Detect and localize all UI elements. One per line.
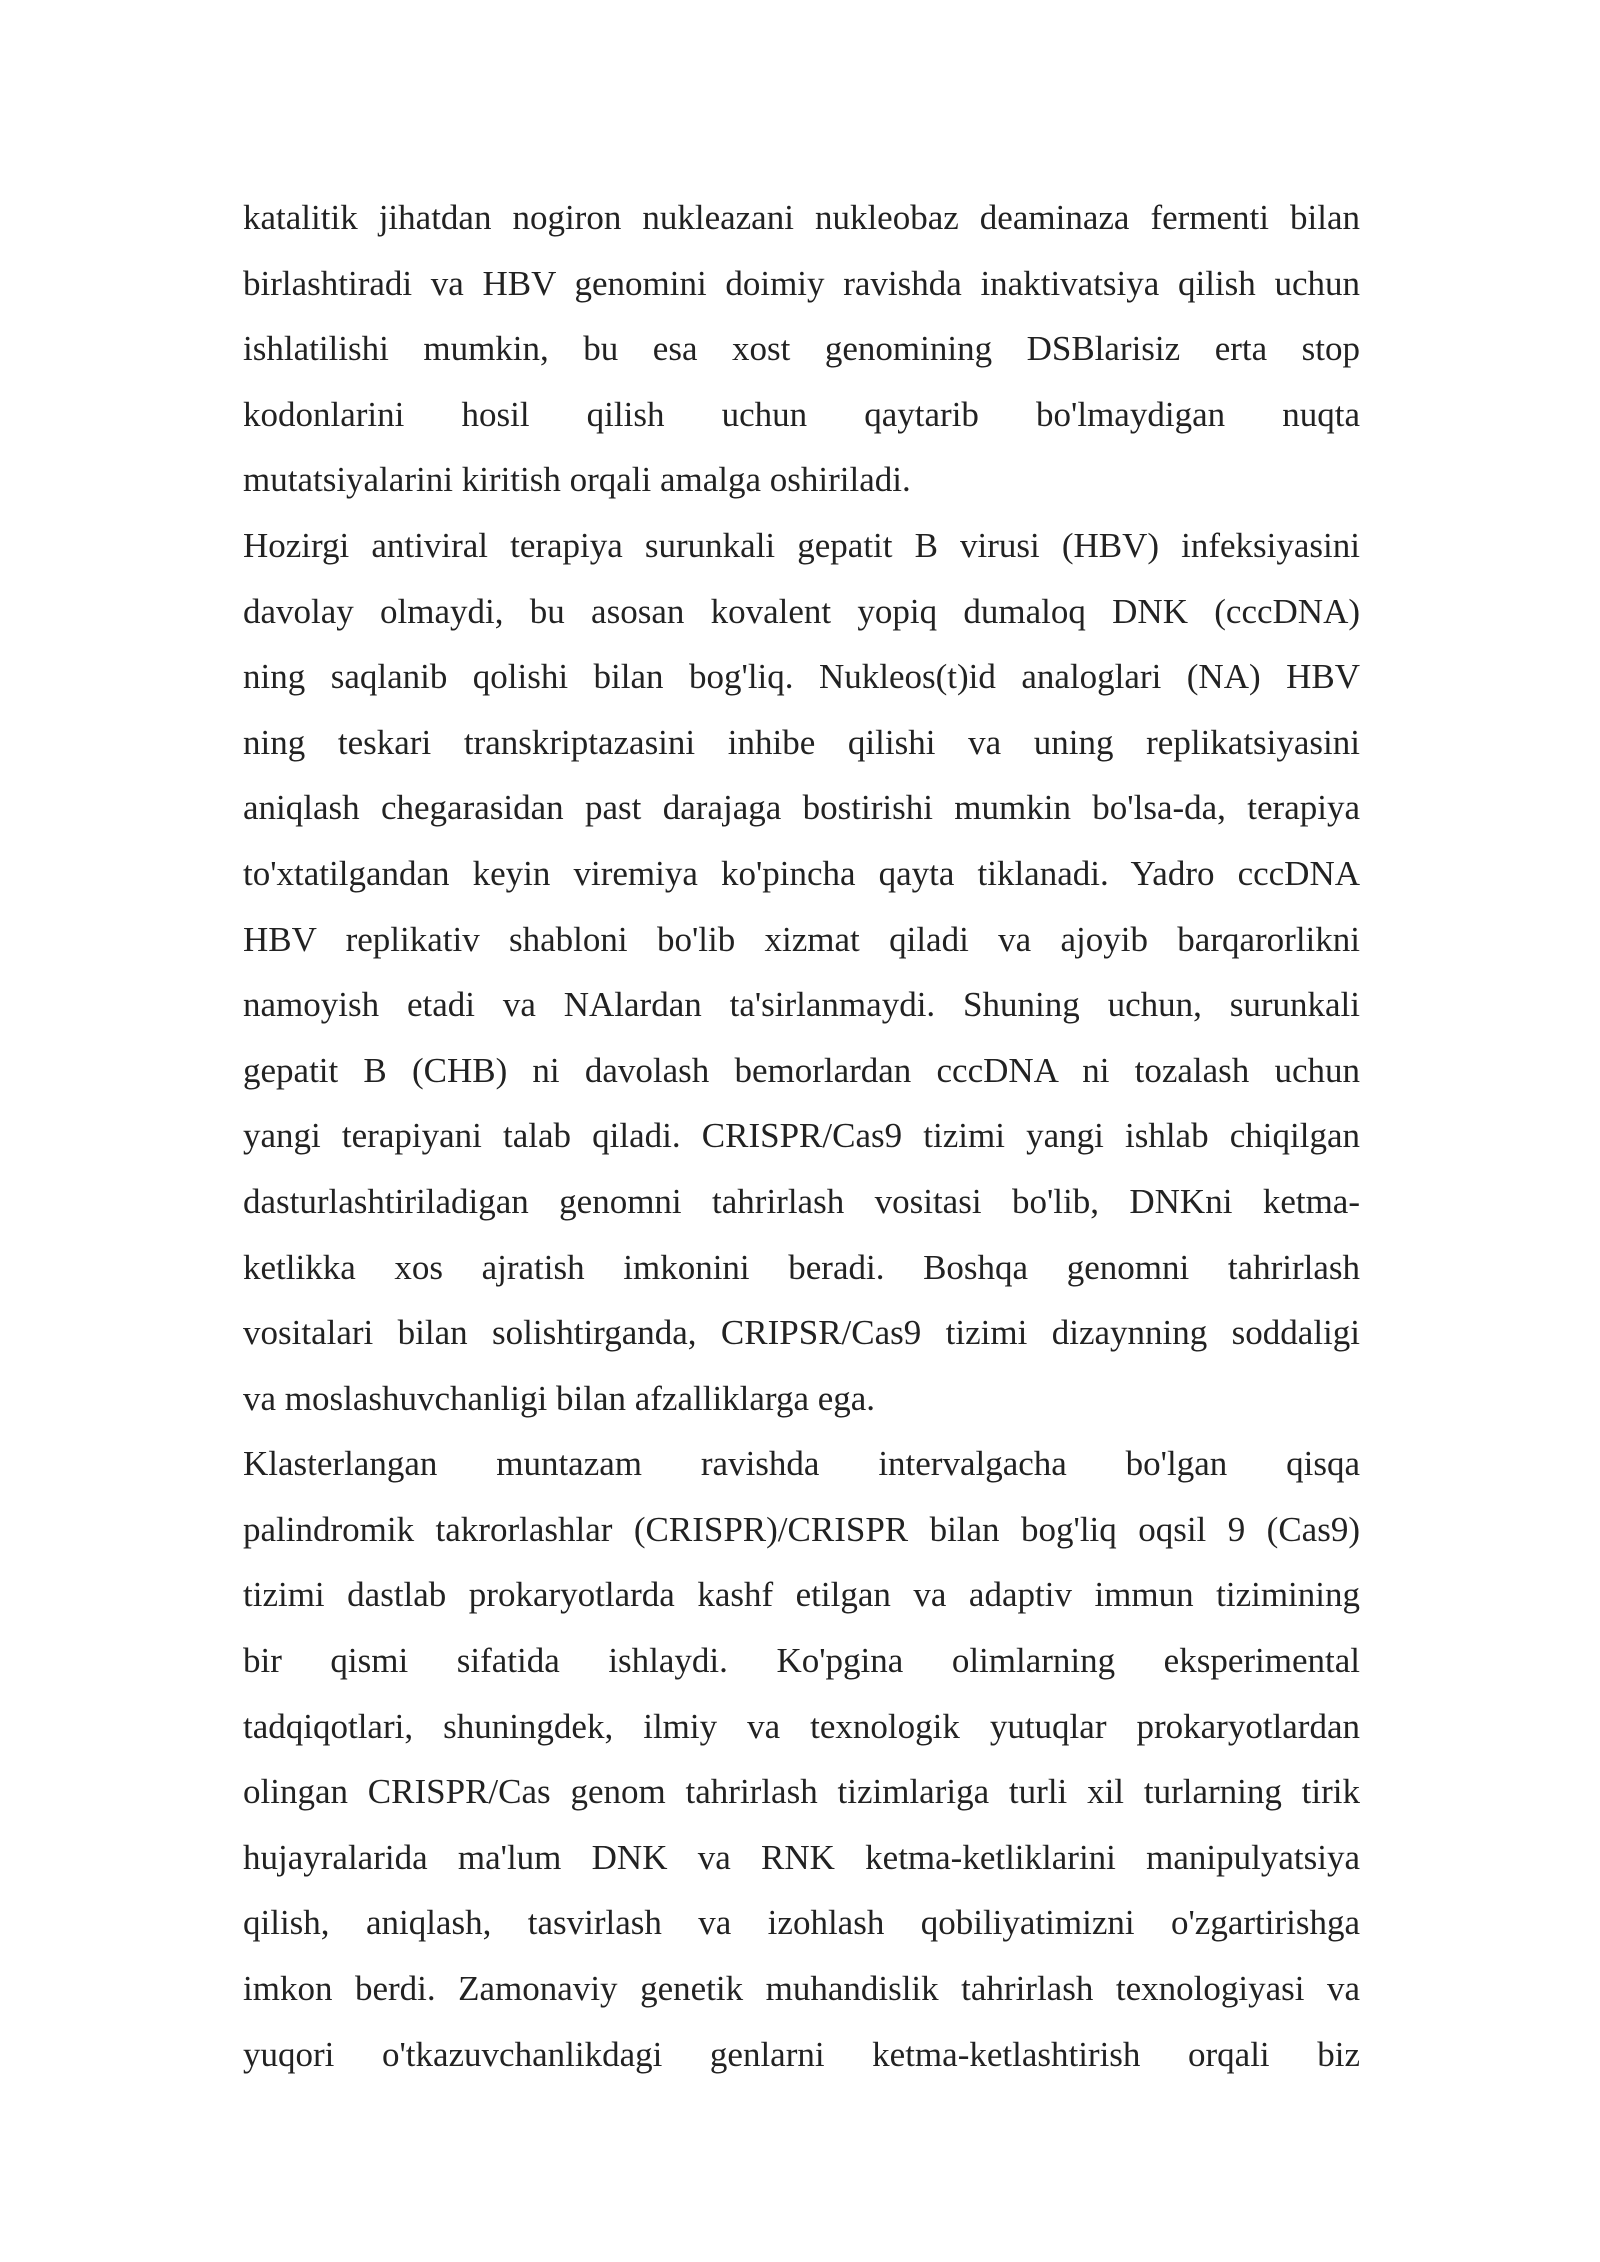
- text-line: gepatit B (CHB) ni davolash bemorlardan cccDNA ni tozalash uchun: [243, 1050, 1360, 1090]
- text-line: yangi terapiyani talab qiladi. CRISPR/Cas9 tizimi yangi ishlab chiqilgan: [243, 1116, 1360, 1156]
- text-line: davolay olmaydi, bu asosan kovalent yopiq dumaloq DNK (cccDNA): [243, 591, 1360, 631]
- text-line: dasturlashtiriladigan genomni tahrirlash vositasi bo'lib, DNKni ketma-: [243, 1181, 1360, 1221]
- paragraph-3: [243, 1431, 1360, 2087]
- text-line: qilish, aniqlash, tasvirlash va izohlash qobiliyatimizni o'zgartirishga: [243, 1903, 1360, 1943]
- text-line: kodonlarini hosil qilish uchun qaytarib bo'lmaydigan nuqta: [243, 394, 1360, 434]
- text-line: ning teskari transkriptazasini inhibe qilishi va uning replikatsiyasini: [243, 722, 1360, 762]
- paragraph-2: [243, 513, 1360, 1431]
- text-line: yuqori o'tkazuvchanlikdagi genlarni ketma-ketlashtirish orqali biz: [243, 2034, 1360, 2074]
- text-line: Hozirgi antiviral terapiya surunkali gepatit B virusi (HBV) infeksiyasini: [243, 525, 1360, 565]
- text-line: mutatsiyalarini kiritish orqali amalga oshiriladi.: [243, 460, 911, 500]
- text-line: vositalari bilan solishtirganda, CRIPSR/Cas9 tizimi dizaynning soddaligi: [243, 1313, 1360, 1353]
- text-line: imkon berdi. Zamonaviy genetik muhandislik tahrirlash texnologiyasi va: [243, 1969, 1360, 2009]
- text-line: olingan CRISPR/Cas genom tahrirlash tizimlariga turli xil turlarning tirik: [243, 1772, 1360, 1812]
- paragraph-1: [243, 185, 1360, 513]
- text-line: to'xtatilgandan keyin viremiya ko'pincha qayta tiklanadi. Yadro cccDNA: [243, 853, 1360, 893]
- text-line: tadqiqotlari, shuningdek, ilmiy va texnologik yutuqlar prokaryotlardan: [243, 1706, 1360, 1746]
- text-line: palindromik takrorlashlar (CRISPR)/CRISPR bilan bog'liq oqsil 9 (Cas9): [243, 1509, 1360, 1549]
- text-line: Klasterlangan muntazam ravishda intervalgacha bo'lgan qisqa: [243, 1444, 1360, 1484]
- text-line: ketlikka xos ajratish imkonini beradi. Boshqa genomni tahrirlash: [243, 1247, 1360, 1287]
- text-line: namoyish etadi va NAlardan ta'sirlanmaydi. Shuning uchun, surunkali: [243, 985, 1360, 1025]
- text-line: katalitik jihatdan nogiron nukleazani nukleobaz deaminaza fermenti bilan: [243, 198, 1360, 237]
- text-line: tizimi dastlab prokaryotlarda kashf etilgan va adaptiv immun tizimining: [243, 1575, 1360, 1615]
- text-line: ning saqlanib qolishi bilan bog'liq. Nukleos(t)id analoglari (NA) HBV: [243, 657, 1360, 697]
- text-line: birlashtiradi va HBV genomini doimiy ravishda inaktivatsiya qilish uchun: [243, 263, 1360, 303]
- text-line: bir qismi sifatida ishlaydi. Ko'pgina olimlarning eksperimental: [243, 1641, 1360, 1681]
- text-line: hujayralarida ma'lum DNK va RNK ketma-ketliklarini manipulyatsiya: [243, 1837, 1360, 1877]
- text-line: va moslashuvchanligi bilan afzalliklarga ega.: [243, 1378, 876, 1418]
- text-line: aniqlash chegarasidan past darajaga bostirishi mumkin bo'lsa-da, terapiya: [243, 788, 1360, 828]
- text-line: HBV replikativ shabloni bo'lib xizmat qiladi va ajoyib barqarorlikni: [243, 919, 1360, 959]
- body-text: [243, 185, 1360, 2087]
- text-line: ishlatilishi mumkin, bu esa xost genomining DSBlarisiz erta stop: [243, 329, 1360, 369]
